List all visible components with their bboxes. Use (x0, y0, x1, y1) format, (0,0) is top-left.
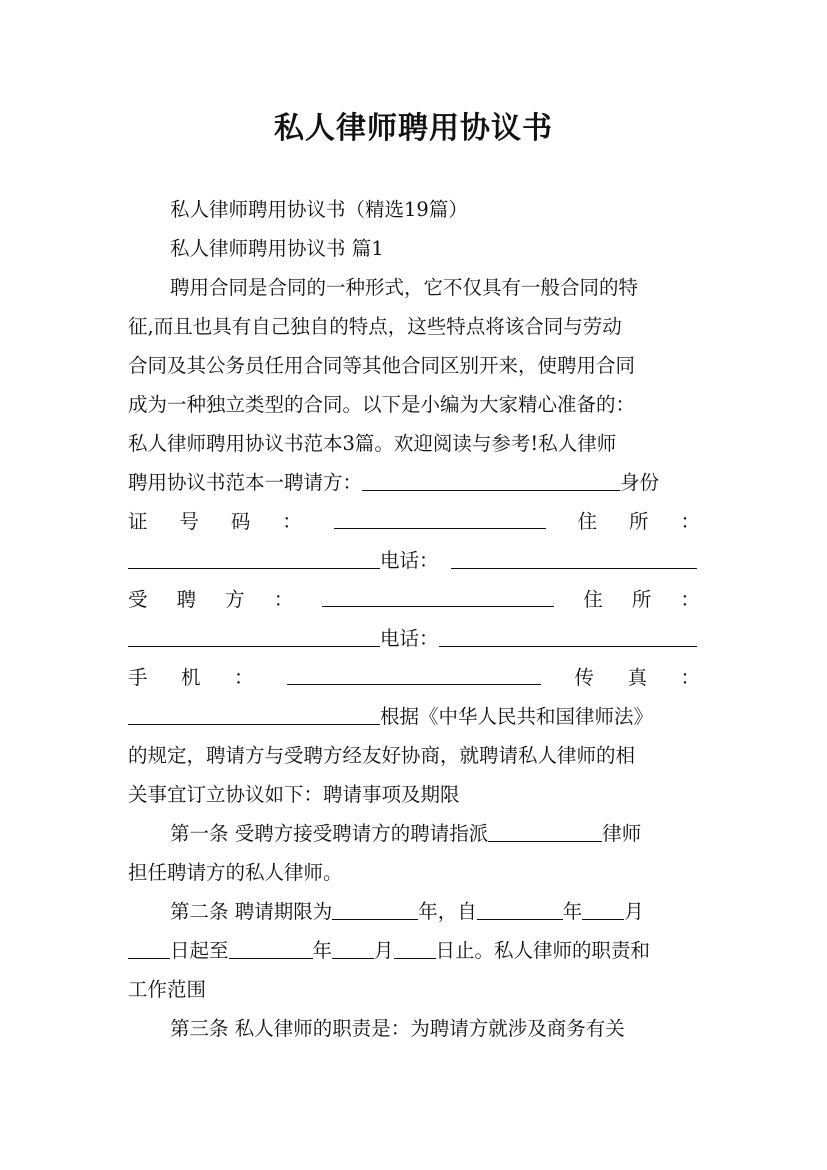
text-segment: 日起至 (170, 939, 229, 962)
label-char: 住 (583, 588, 603, 611)
text-segment: 律师 (602, 822, 642, 845)
blank-end-day (394, 938, 436, 959)
form-line-employer (128, 469, 700, 497)
article-1-line (170, 820, 700, 848)
paragraph-line: 聘用合同是合同的一种形式，它不仅具有一般合同的特 (170, 276, 639, 299)
label-char: 机 (181, 666, 201, 689)
text-segment: 月 (624, 900, 644, 923)
paragraph-line: 合同及其公务员任用合同等其他合同区别开来，使聘用合同 (128, 354, 636, 377)
label-char: 聘 (176, 588, 197, 611)
label-char: 住 (577, 510, 598, 533)
blank-start-day (128, 938, 170, 959)
label-char: 受 (128, 588, 148, 611)
blank-address (128, 548, 380, 569)
subtitle-line: 私人律师聘用协议书（精选19篇） (170, 198, 468, 221)
form-line-employee (128, 586, 700, 614)
article-2-line-cont (128, 937, 700, 965)
paragraph-line: 关事宜订立协议如下：聘请事项及期限 (128, 783, 460, 806)
label-char: ： (680, 588, 700, 611)
label-char: 手 (128, 666, 148, 689)
text-segment: 电话： (380, 627, 439, 650)
blank-end-month (332, 938, 374, 959)
label-char: 真 (627, 666, 647, 689)
text-segment: 电话： (380, 549, 439, 572)
form-line-fax-law (128, 703, 700, 731)
blank-id-number (334, 508, 546, 529)
blank-employee-name (322, 586, 554, 607)
paragraph-line: 成为一种独立类型的合同。以下是小编为大家精心准备的： (128, 393, 636, 416)
paragraph-line: 的规定，聘请方与受聘方经友好协商，就聘请私人律师的相 (128, 744, 636, 767)
label-char: ： (273, 588, 294, 611)
form-line-mobile-fax (128, 664, 700, 692)
text-segment: 根据《中华人民共和国律师法》 (380, 705, 654, 728)
label-char: 传 (574, 666, 594, 689)
label-char: 方 (225, 588, 245, 611)
form-line-address-phone (128, 547, 700, 575)
blank-lawyer-name (488, 821, 602, 842)
document-title: 私人律师聘用协议书 (274, 111, 553, 146)
text-segment: 年 (562, 900, 583, 923)
label-char: ： (680, 510, 700, 533)
text-segment: 第二条 聘请期限为 (170, 900, 333, 923)
blank-fax (128, 704, 380, 725)
label-char: ： (234, 666, 254, 689)
text-segment: 聘用协议书范本一聘请方： (128, 471, 363, 494)
section-heading: 私人律师聘用协议书 篇1 (170, 237, 384, 260)
label-char: 所 (629, 510, 649, 533)
article-3-line: 第三条 私人律师的职责是：为聘请方就涉及商务有关 (170, 1017, 625, 1040)
label-char: 号 (179, 510, 199, 533)
label-char: ： (680, 666, 700, 689)
text-segment: 身份 (620, 471, 660, 494)
label-char: ： (282, 510, 302, 533)
article-2-line (170, 898, 700, 926)
label-char: 证 (128, 510, 148, 533)
label-char: 所 (631, 588, 652, 611)
text-segment: 第一条 受聘方接受聘请方的聘请指派 (170, 822, 489, 845)
section-heading: 工作范围 (128, 978, 207, 1001)
blank-address (128, 626, 380, 647)
paragraph-line: 担任聘请方的私人律师。 (128, 861, 343, 884)
blank-end-year (229, 938, 313, 959)
blank-employer-name (362, 470, 620, 491)
text-segment: 月 (374, 939, 394, 962)
blank-phone (439, 626, 697, 647)
label-char: 码 (230, 510, 251, 533)
text-segment: 年 (312, 939, 333, 962)
blank-mobile (287, 664, 541, 685)
form-line-id (128, 508, 700, 536)
form-line-address-phone (128, 625, 700, 653)
blank-years (332, 899, 418, 920)
text-segment: 年，自 (418, 900, 477, 923)
blank-start-month (582, 899, 624, 920)
paragraph-line: 私人律师聘用协议书范本3篇。欢迎阅读与参考!私人律师 (128, 432, 617, 455)
paragraph-line: 征,而且也具有自己独自的特点，这些特点将该合同与劳动 (128, 315, 622, 338)
blank-phone (451, 548, 697, 569)
text-segment: 日止。私人律师的职责和 (435, 939, 651, 962)
blank-start-year (477, 899, 563, 920)
